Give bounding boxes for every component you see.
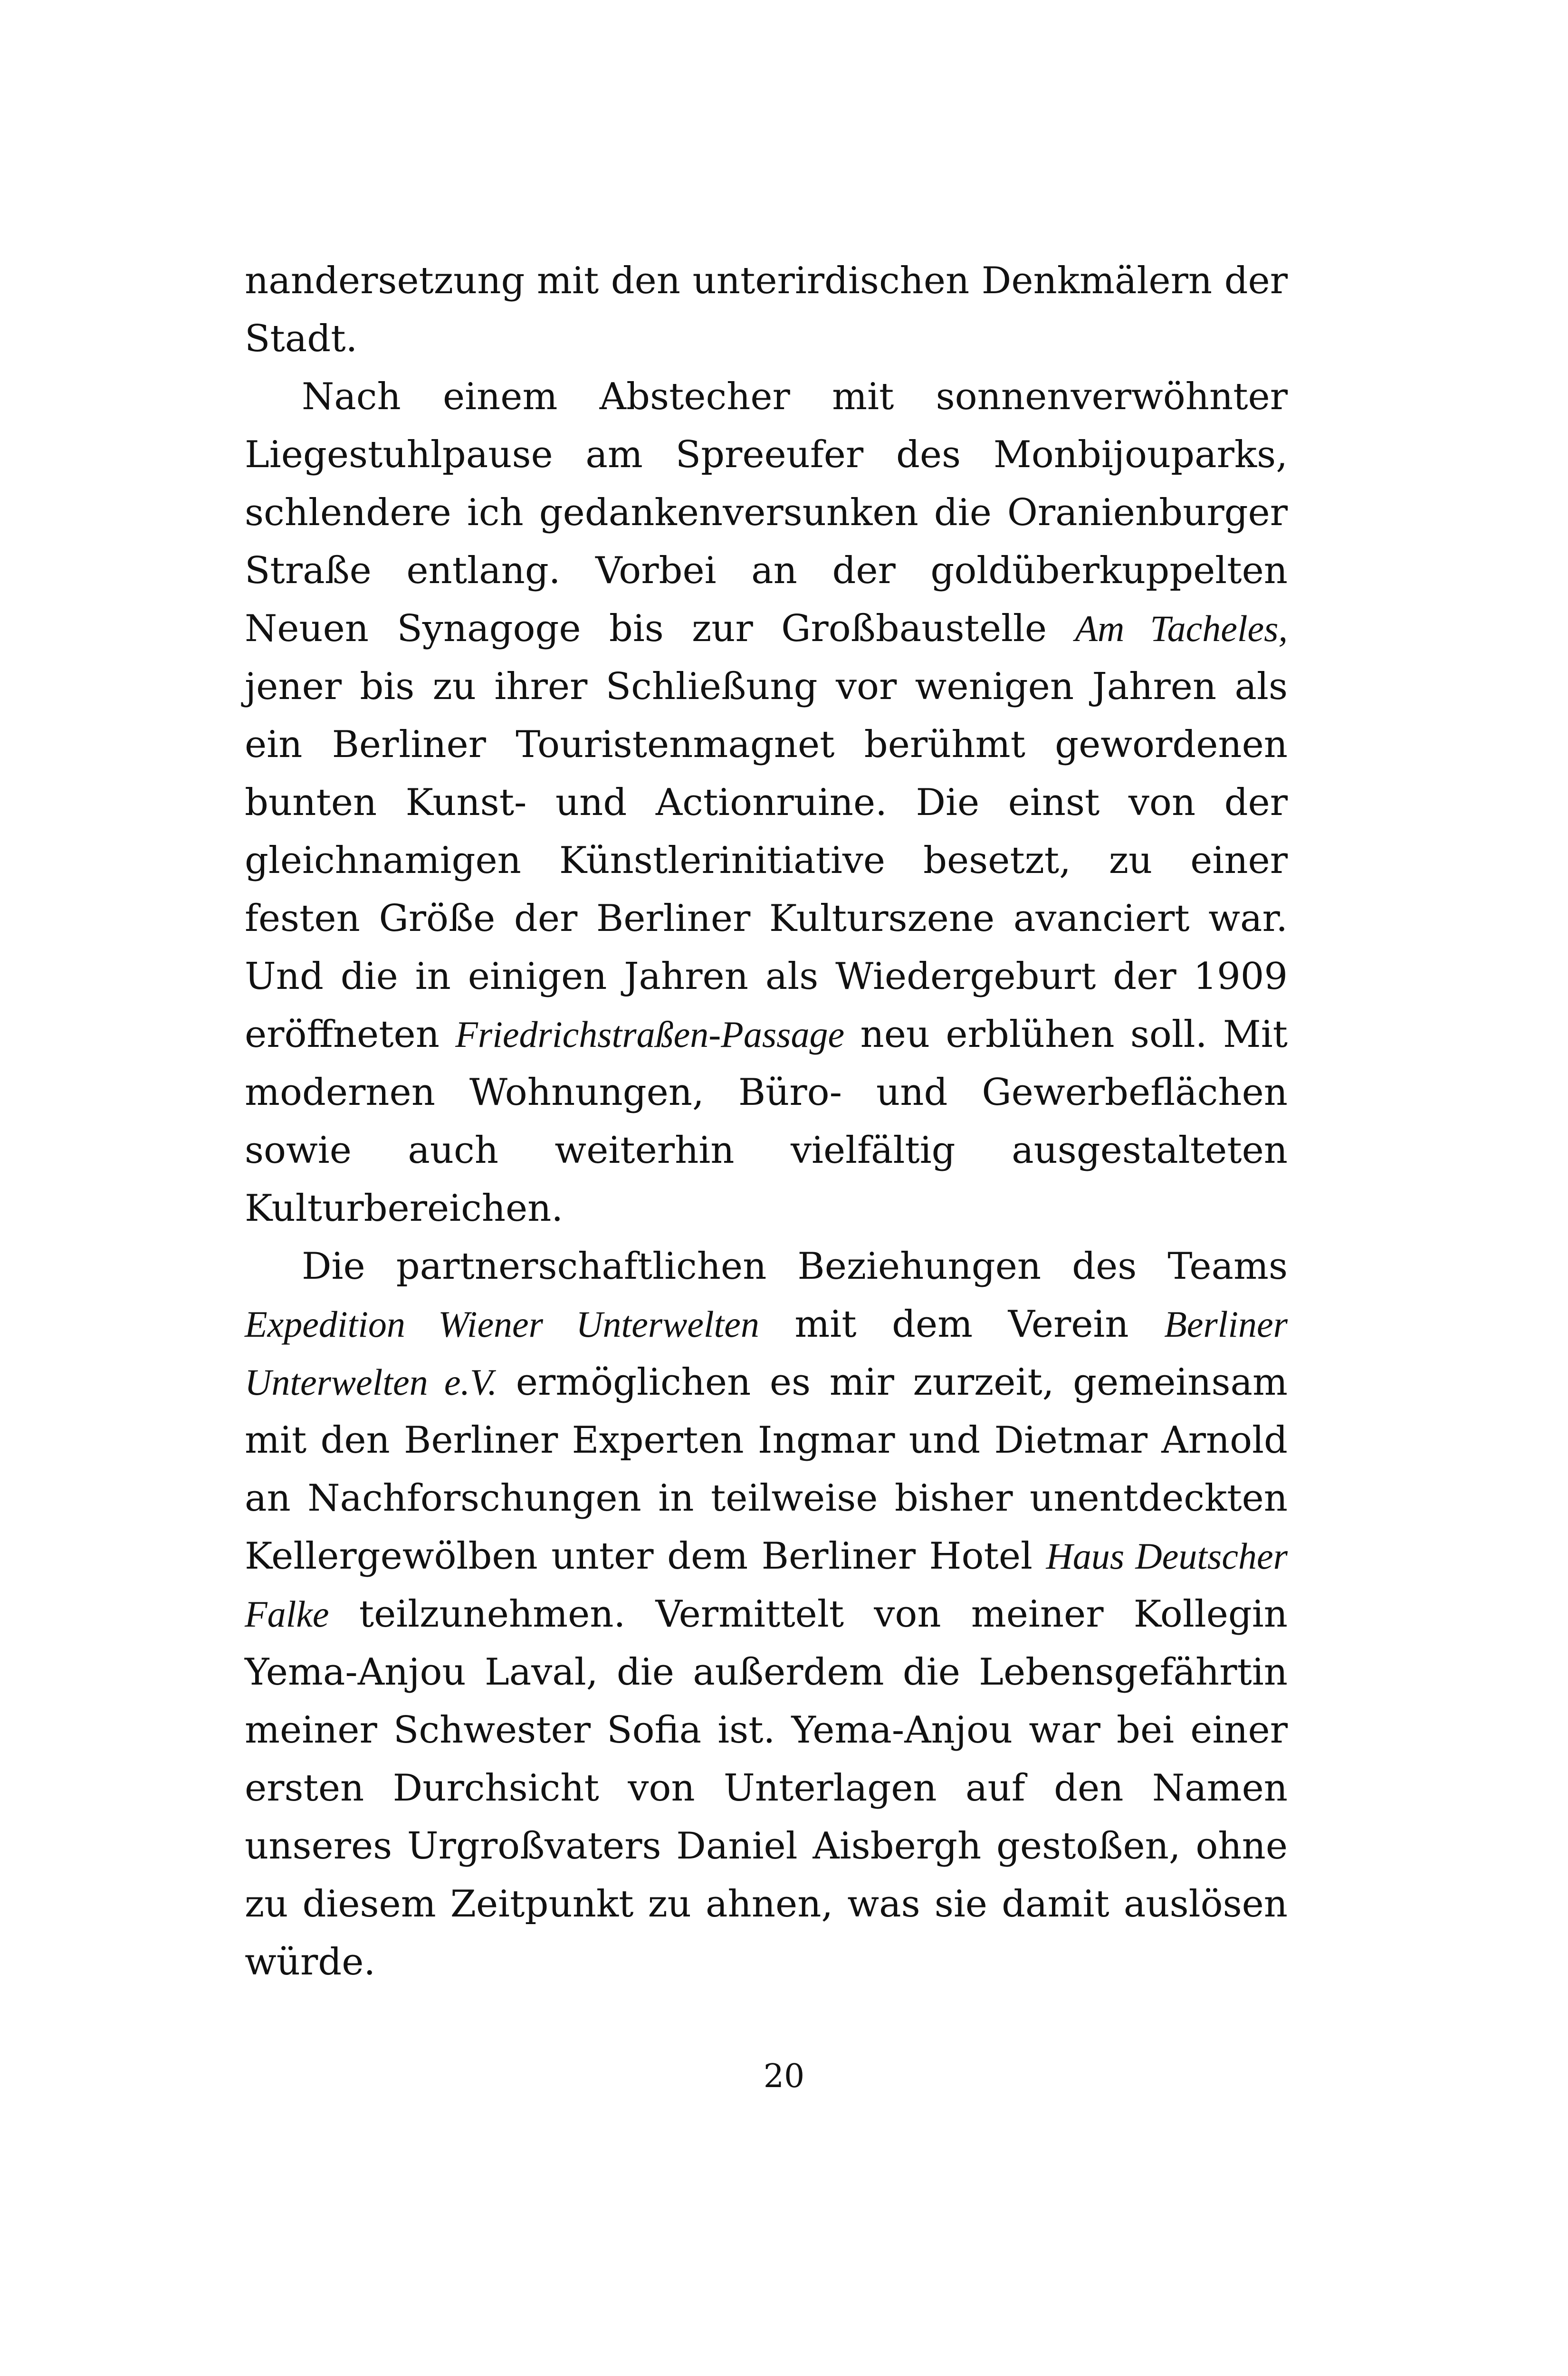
body-text (245, 252, 1288, 1991)
paragraph-1-text: nandersetzung mit den unterirdischen Denkmälern der Stadt. (245, 259, 1288, 360)
paragraph-3-text-b: mit dem Verein (759, 1303, 1165, 1346)
page-number: 20 (763, 2058, 805, 2095)
paragraph-3-text-a: Die partnerschaftlichen Beziehungen des Teams (302, 1245, 1288, 1288)
paragraph-3-italic-expedition: Expedition Wiener Unterwelten (245, 1303, 759, 1345)
paragraph-2-italic-passage: Friedrichstraßen-Passage (455, 1014, 845, 1055)
paragraph-3-italic-verein: Berliner Unterwelten e.V. (245, 1303, 1288, 1403)
paragraph-2 (245, 368, 1288, 1237)
paragraph-3 (245, 1237, 1288, 1991)
paragraph-2-text-b: jener bis zu ihrer Schließung vor wenigen Jahren als ein Berliner Touristenmagnet berühmt gewordenen bunten Kunst- und Actionruine. Die einst von der gleichnamigen Künstlerinitiative besetzt, zu einer festen Größe der Berliner Kulturszene avanciert war. Und die in einigen Jahren als Wiedergeburt der 1909 eröffneten (245, 665, 1288, 1056)
paragraph-1 (245, 252, 1288, 368)
paragraph-3-italic-hotel: Haus Deutscher Falke (245, 1535, 1288, 1635)
paragraph-2-text-c: neu erblühen soll. Mit modernen Wohnungen, Büro- und Gewerbeflächen sowie auch weiterhin vielfältig ausgestalteten Kulturbereichen. (245, 1013, 1288, 1230)
paragraph-3-text-d: teilzunehmen. Vermittelt von meiner Kollegin Yema-Anjou Laval, die außerdem die Lebensgefährtin meiner Schwester Sofia ist. Yema-Anjou war bei einer ersten Durchsicht von Unterlagen auf den Namen unseres Urgroßvaters Daniel Aisbergh gestoßen, ohne zu diesem Zeitpunkt zu ahnen, was sie damit auslösen würde. (245, 1593, 1288, 1983)
paragraph-2-text-a: Nach einem Abstecher mit sonnenverwöhnter Liegestuhlpause am Spreeufer des Monbijouparks, schlendere ich gedankenversunken die Oranienburger Straße entlang. Vorbei an der goldüberkuppelten Neuen Synagoge bis zur Großbaustelle (245, 375, 1288, 650)
paragraph-2-italic-am-tacheles: Am Tacheles, (1075, 608, 1288, 649)
paragraph-3-text-c: ermöglichen es mir zurzeit, gemeinsam mit den Berliner Experten Ingmar und Dietmar Arnold an Nachforschungen in teilweise bisher unentdeckten Kellergewölben unter dem Berliner Hotel (245, 1361, 1288, 1578)
